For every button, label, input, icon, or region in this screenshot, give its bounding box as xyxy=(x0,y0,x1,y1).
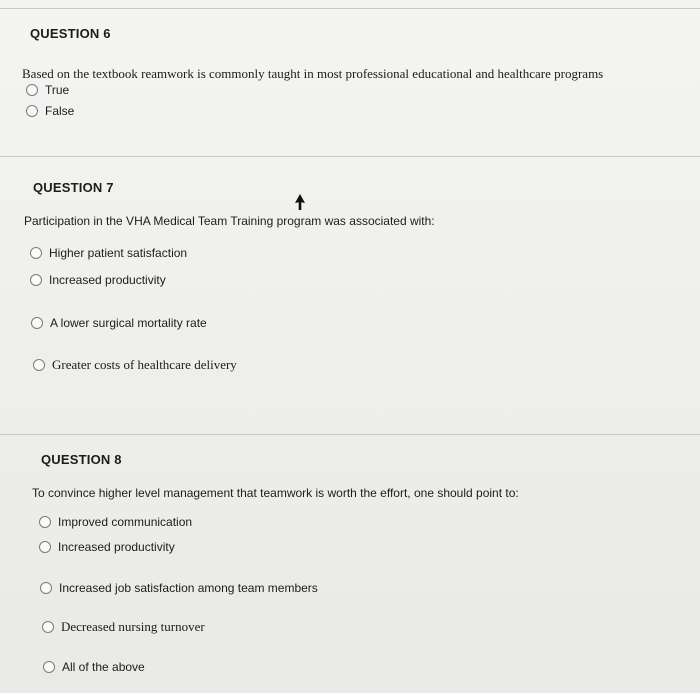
question-text: Participation in the VHA Medical Team Training program was associated with: xyxy=(24,214,435,228)
option-label: Greater costs of healthcare delivery xyxy=(52,357,237,372)
option-decreased-nursing-turnover[interactable] xyxy=(42,619,205,635)
radio-button[interactable] xyxy=(42,621,54,633)
option-lower-surgical-mortality[interactable] xyxy=(31,316,207,330)
top-divider xyxy=(0,8,700,9)
radio-button[interactable] xyxy=(26,105,38,117)
option-increased-productivity[interactable] xyxy=(30,273,166,287)
radio-button[interactable] xyxy=(26,84,38,96)
divider-q6-q7 xyxy=(0,156,700,157)
option-label: A lower surgical mortality rate xyxy=(50,316,207,330)
question-text: Based on the textbook reamwork is commonly taught in most professional educational and healthcare programs xyxy=(22,66,604,81)
radio-button[interactable] xyxy=(39,516,51,528)
option-label: True xyxy=(45,83,70,97)
mouse-cursor-icon xyxy=(293,193,307,211)
option-greater-costs[interactable] xyxy=(33,357,237,373)
option-label: Higher patient satisfaction xyxy=(49,246,188,260)
option-all-of-the-above[interactable] xyxy=(43,660,145,674)
option-improved-communication[interactable] xyxy=(39,515,192,529)
question-text: To convince higher level management that teamwork is worth the effort, one should point to: xyxy=(32,486,519,500)
question-title: QUESTION 6 xyxy=(30,26,111,41)
question-title: QUESTION 8 xyxy=(41,452,122,467)
radio-button[interactable] xyxy=(43,661,55,673)
radio-button[interactable] xyxy=(30,247,42,259)
option-increased-job-satisfaction[interactable] xyxy=(40,581,318,595)
radio-button[interactable] xyxy=(31,317,43,329)
option-false[interactable] xyxy=(26,104,74,118)
option-label: Improved communication xyxy=(58,515,193,529)
option-label: Decreased nursing turnover xyxy=(61,619,205,634)
radio-button[interactable] xyxy=(39,541,51,553)
option-true[interactable] xyxy=(26,83,69,97)
radio-button[interactable] xyxy=(30,274,42,286)
option-label: Increased productivity xyxy=(49,273,166,287)
radio-button[interactable] xyxy=(33,359,45,371)
option-label: Increased productivity xyxy=(58,540,175,554)
option-label: Increased job satisfaction among team members xyxy=(59,581,318,595)
option-label: False xyxy=(45,104,75,118)
option-higher-patient-satisfaction[interactable] xyxy=(30,246,187,260)
radio-button[interactable] xyxy=(40,582,52,594)
option-increased-productivity[interactable] xyxy=(39,540,175,554)
option-label: All of the above xyxy=(62,660,145,674)
question-title: QUESTION 7 xyxy=(33,180,114,195)
divider-q7-q8 xyxy=(0,434,700,435)
